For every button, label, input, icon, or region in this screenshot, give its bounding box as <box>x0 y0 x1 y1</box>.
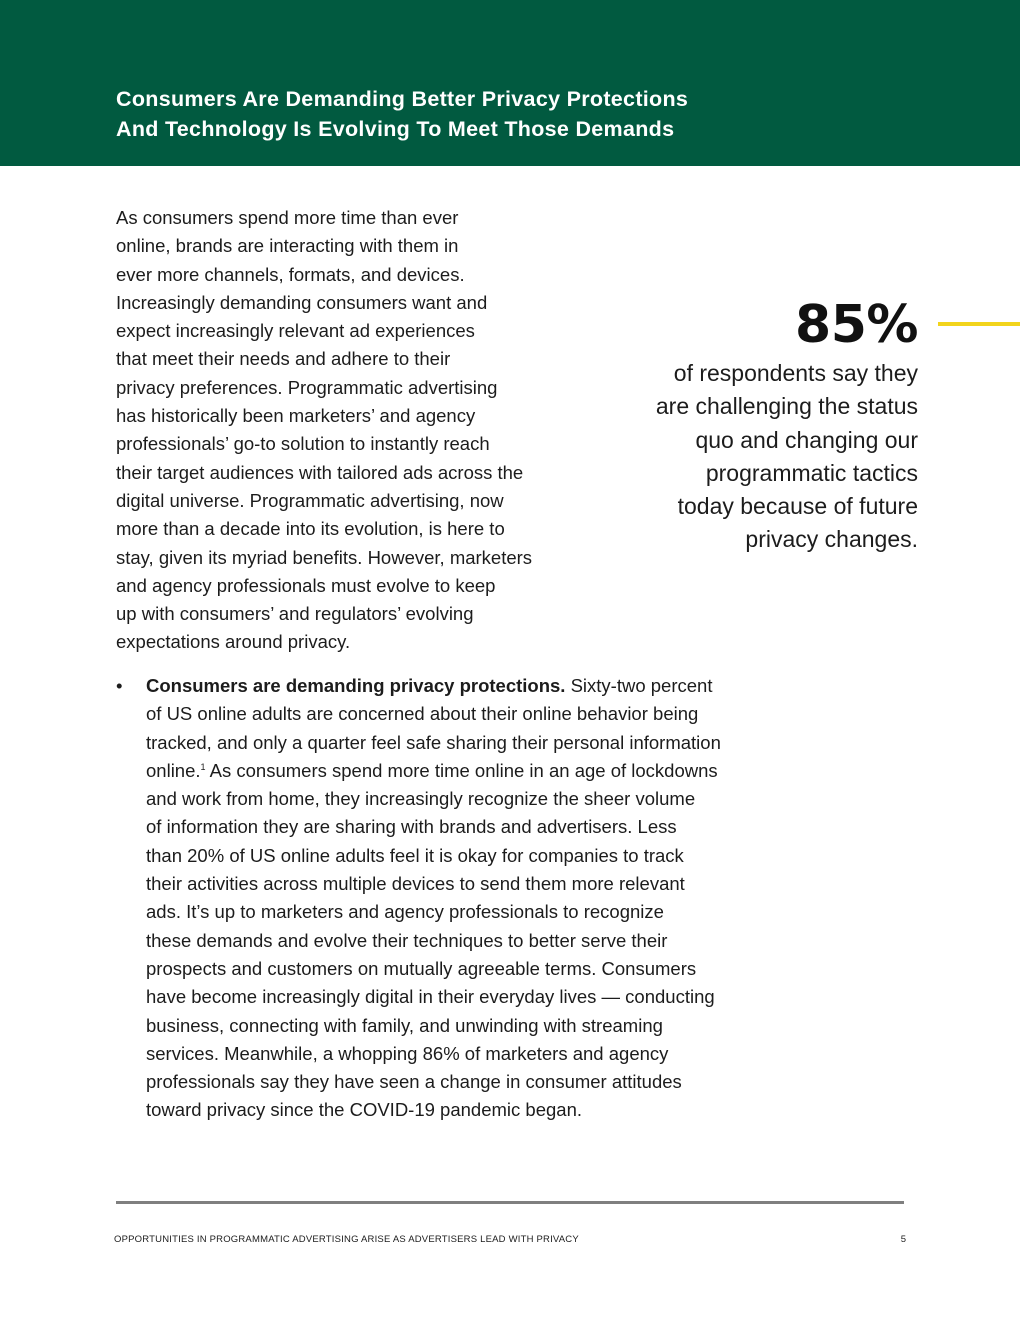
bullet-line: have become increasingly digital in their everyday lives — conducting <box>146 986 715 1008</box>
bullet-line: professionals say they have seen a change in consumer attitudes <box>146 1071 682 1093</box>
bullet-line-start: online. <box>146 759 201 781</box>
bullet-line: of US online adults are concerned about their online behavior being <box>146 703 699 725</box>
intro-line: expectations around privacy. <box>116 631 351 653</box>
stat-caption-line: programmatic tactics <box>705 459 918 486</box>
bullet-marker: • <box>116 675 123 696</box>
bullet-lead-rest: Sixty-two percent <box>565 675 713 696</box>
intro-paragraph <box>116 204 586 657</box>
bullet-lead: Consumers are demanding privacy protections. <box>146 675 566 696</box>
footnote-marker: 1 <box>200 761 206 772</box>
stat-caption-line: privacy changes. <box>745 526 918 553</box>
bullet-line: these demands and evolve their techniques to better serve their <box>146 929 668 951</box>
bullet-line: business, connecting with family, and unwinding with streaming <box>146 1014 663 1036</box>
page-title-line: Consumers Are Demanding Better Privacy Protections <box>116 87 689 111</box>
stat-caption-line: quo and changing our <box>695 426 918 453</box>
intro-line: up with consumers’ and regulators’ evolving <box>116 603 474 625</box>
stat-accent-line <box>938 322 1020 326</box>
bullet-line-end: As consumers spend more time online in an age of lockdowns <box>205 759 718 781</box>
bullet-line: tracked, and only a quarter feel safe sharing their personal information <box>146 731 721 753</box>
intro-line: expect increasingly relevant ad experiences <box>116 320 475 342</box>
bullet-text <box>146 672 796 1125</box>
stat-caption-line: are challenging the status <box>655 393 918 420</box>
bullet-line: than 20% of US online adults feel it is okay for companies to track <box>146 844 684 866</box>
intro-line: digital universe. Programmatic advertising, now <box>116 489 504 511</box>
intro-line: As consumers spend more time than ever <box>116 207 459 228</box>
intro-line: online, brands are interacting with them in <box>116 235 459 257</box>
footer-divider <box>116 1201 904 1204</box>
intro-line: and agency professionals must evolve to keep <box>116 574 496 596</box>
intro-line: that meet their needs and adhere to their <box>116 348 451 370</box>
intro-line: has historically been marketers’ and agency <box>116 405 476 427</box>
page-number: 5 <box>900 1234 906 1245</box>
bullet-line: services. Meanwhile, a whopping 86% of marketers and agency <box>146 1042 669 1064</box>
footer-title: OPPORTUNITIES IN PROGRAMMATIC ADVERTISING ARISE AS ADVERTISERS LEAD WITH PRIVACY <box>114 1234 579 1245</box>
bullet-line: ads. It’s up to marketers and agency professionals to recognize <box>146 901 664 923</box>
header-band <box>0 0 1020 166</box>
stat-value: 85% <box>795 295 918 355</box>
intro-line: privacy preferences. Programmatic advertising <box>116 376 498 398</box>
intro-line: ever more channels, formats, and devices. <box>116 263 465 285</box>
stat-caption-line: today because of future <box>677 493 918 520</box>
intro-line: more than a decade into its evolution, is here to <box>116 518 505 540</box>
intro-line: Increasingly demanding consumers want and <box>116 291 488 313</box>
bullet-line <box>146 757 796 785</box>
stat-caption-line: of respondents say they <box>673 360 918 386</box>
bullet-line: and work from home, they increasingly recognize the sheer volume <box>146 788 696 810</box>
bullet-line: toward privacy since the COVID-19 pandemic began. <box>146 1099 582 1121</box>
bullet-line: their activities across multiple devices to send them more relevant <box>146 873 685 895</box>
intro-line: their target audiences with tailored ads across the <box>116 461 524 483</box>
bullet-line: of information they are sharing with brands and advertisers. Less <box>146 816 677 838</box>
intro-line: professionals’ go-to solution to instantly reach <box>116 433 490 455</box>
bullet-line <box>146 672 796 700</box>
bullet-line: prospects and customers on mutually agreeable terms. Consumers <box>146 957 697 979</box>
intro-line: stay, given its myriad benefits. However, marketers <box>116 546 533 568</box>
stat-caption <box>588 357 918 557</box>
page-title <box>116 84 836 144</box>
page-title-line: And Technology Is Evolving To Meet Those Demands <box>116 117 675 141</box>
